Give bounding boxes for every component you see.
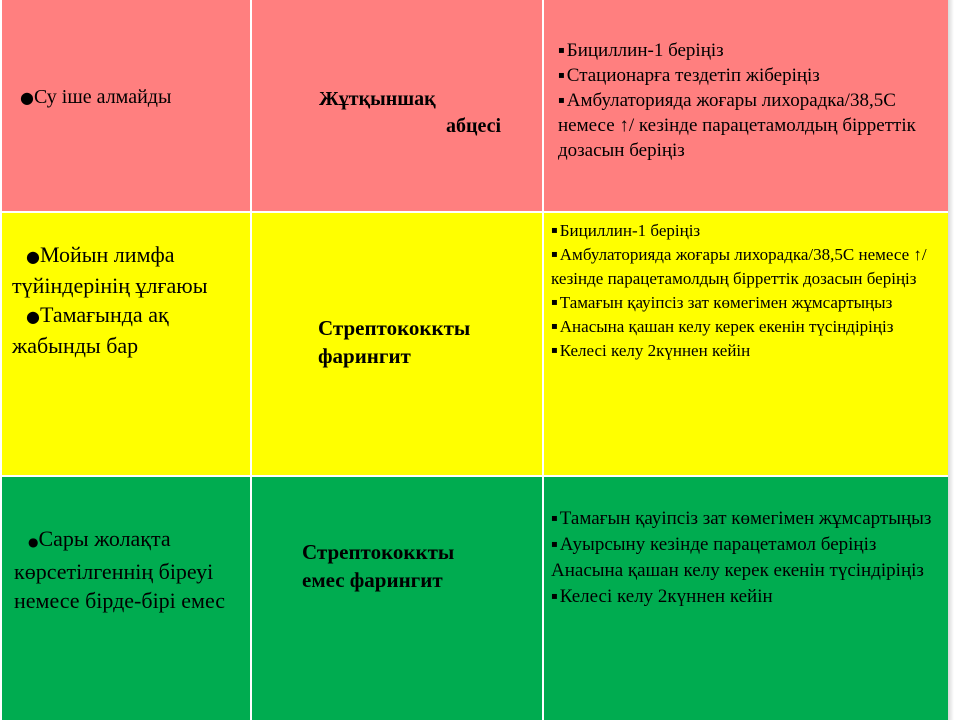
bullet-dot-icon: ● <box>26 247 40 266</box>
diagnosis-text: Стрептококкты <box>302 540 455 564</box>
diagnosis-cell <box>302 538 532 594</box>
symptom-cell <box>14 524 246 615</box>
bullet-square-icon: ▪ <box>558 95 565 106</box>
list-item: ▪ Тамағын қауіпсіз зат көмегімен жұмсартыңыз <box>551 293 893 312</box>
bullet-square-icon: ▪ <box>551 225 558 236</box>
list-item: ●Мойын лимфа түйіндерінің ұлғаюы <box>12 242 208 298</box>
symptom-cell <box>20 86 171 109</box>
row-divider <box>2 211 950 213</box>
bullet-square-icon: ▪ <box>558 70 565 81</box>
list-item: ●Тамағында ақ жабынды бар <box>12 302 169 358</box>
list-item: ▪ Анасына қашан келу керек екенін түсіндіріңіз <box>551 317 894 336</box>
bullet-square-icon: ▪ <box>551 591 558 602</box>
list-item: ▪ Келесі келу 2күннен кейін <box>551 341 751 360</box>
bullet-square-icon: ▪ <box>551 539 558 550</box>
column-divider <box>250 0 252 720</box>
actions-cell <box>551 506 946 610</box>
bullet-dot-icon: ● <box>26 307 40 326</box>
list-item: ▪ Бициллин-1 беріңіз <box>551 221 701 240</box>
bullet-square-icon: ▪ <box>551 249 558 260</box>
bullet-dot-icon: ● <box>20 88 34 107</box>
list-item: ▪ Ауырсыну кезінде парацетамол беріңіз <box>551 534 877 555</box>
bullet-square-icon: ▪ <box>551 345 558 356</box>
diagnosis-text: Жұтқыншақ <box>319 88 436 110</box>
list-item: ▪ Бициллин-1 беріңіз <box>558 40 724 61</box>
list-item: ▪ Амбулаторияда жоғары лихорадка/38,5С немесе ↑/ кезінде парацетамолдың бірреттік дозасын беріңіз <box>551 245 927 288</box>
bullet-square-icon: ▪ <box>558 45 565 56</box>
list-item: ▪ Келесі келу 2күннен кейін <box>551 586 773 607</box>
slide-edge <box>948 0 960 720</box>
diagnosis-text: абцесі <box>446 115 502 137</box>
symptom-text: Сары жолақта көрсетілгеннің біреуі немесе бірде-бірі емес <box>14 526 226 613</box>
symptom-cell <box>12 240 247 360</box>
list-item: ▪ Стационарға тездетіп жіберіңіз <box>558 65 820 86</box>
symptom-text: Су іше алмайды <box>33 86 172 108</box>
actions-cell <box>551 219 946 363</box>
diagnosis-text: Стрептококкты фарингит <box>318 316 471 368</box>
actions-cell <box>558 38 946 163</box>
bullet-square-icon: ▪ <box>551 297 558 308</box>
list-item: Анасына қашан келу керек екенін түсіндіріңіз <box>551 560 924 581</box>
bullet-square-icon: ▪ <box>551 513 558 524</box>
row-divider <box>2 475 950 477</box>
list-item: ▪ Амбулаторияда жоғары лихорадка/38,5С немесе ↑/ кезінде парацетамолдың бірреттік дозасын беріңіз <box>558 90 916 161</box>
bullet-dot-icon: ● <box>28 535 39 549</box>
bullet-square-icon: ▪ <box>551 321 558 332</box>
list-item: ▪ Тамағын қауіпсіз зат көмегімен жұмсартыңыз <box>551 508 932 529</box>
diagnosis-text: емес фарингит <box>302 568 443 592</box>
column-divider <box>542 0 544 720</box>
